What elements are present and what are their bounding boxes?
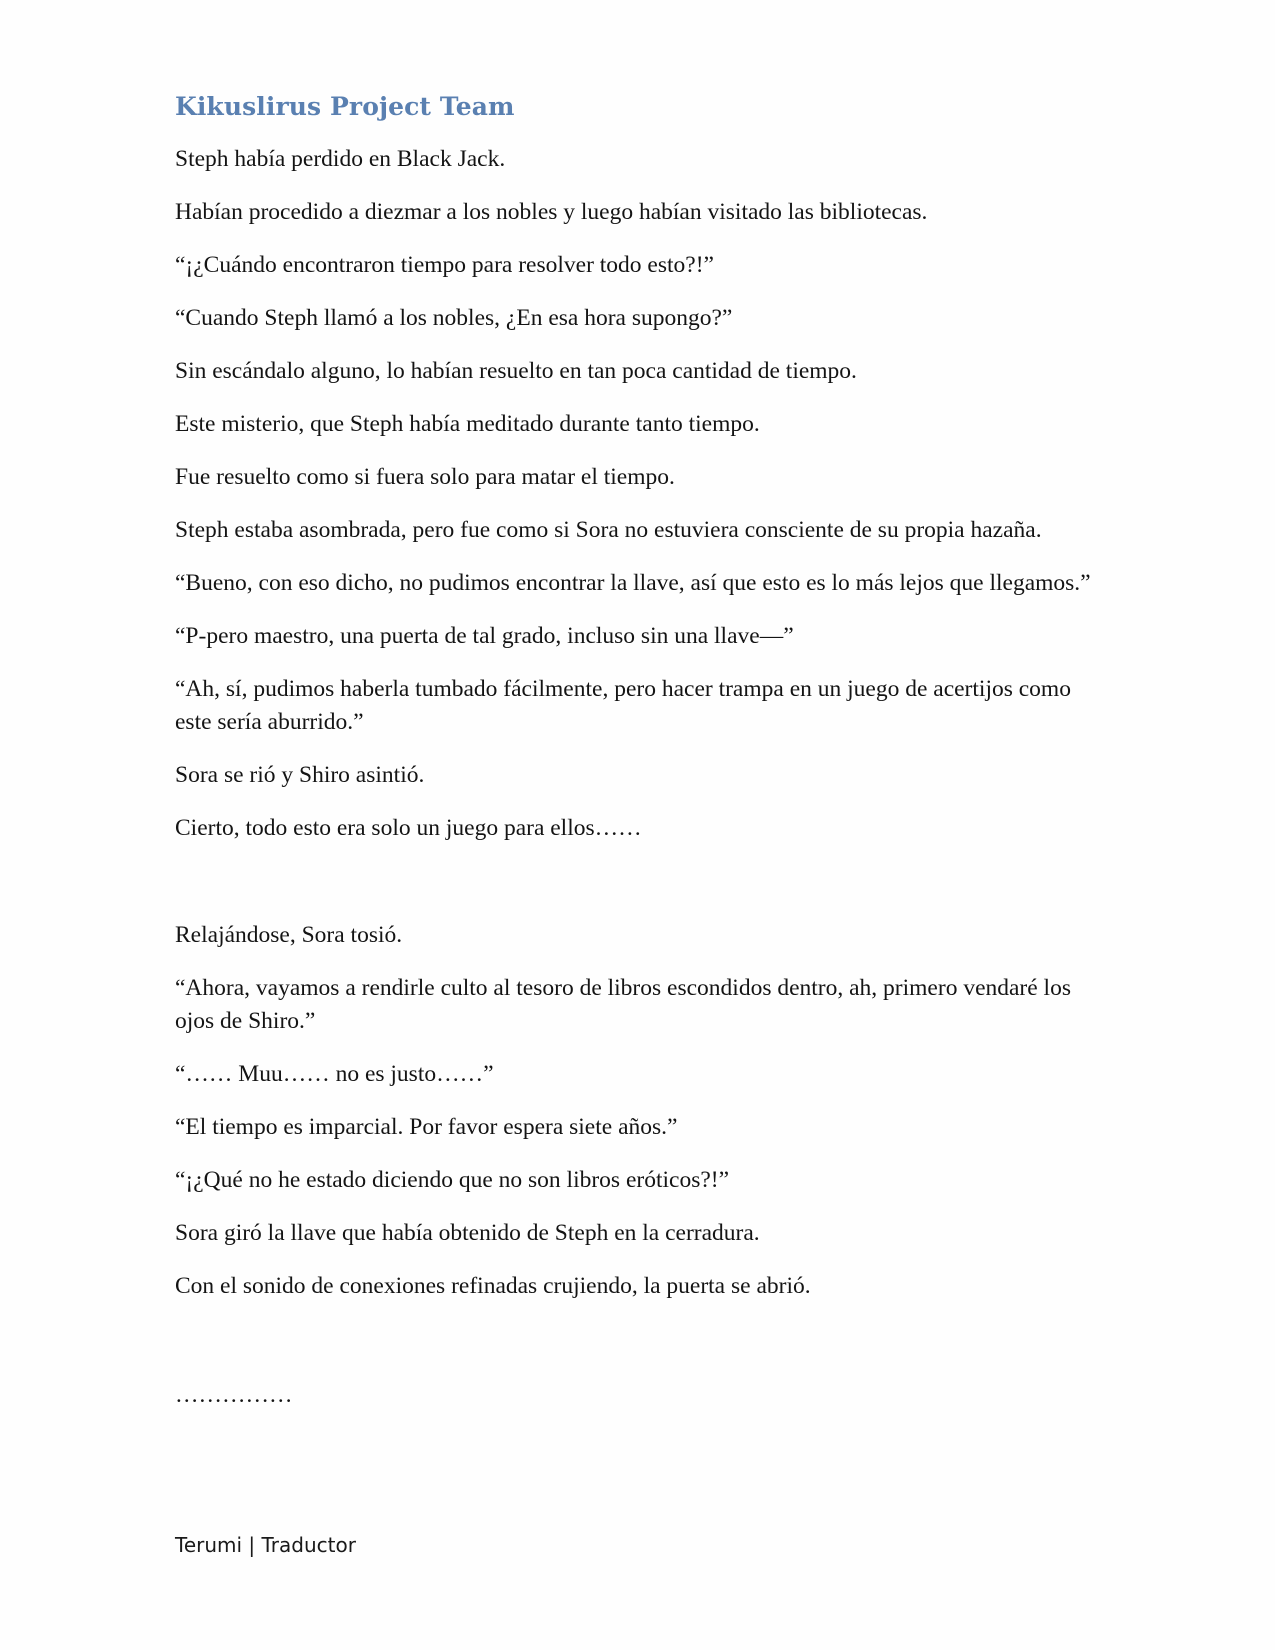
paragraph: “¡¿Qué no he estado diciendo que no son libros eróticos?!” [175,1167,730,1193]
section-gap [175,1323,1105,1379]
scene-break: …………… [175,1382,293,1408]
paragraph: “Cuando Steph llamó a los nobles, ¿En esa hora supongo?” [175,305,733,331]
paragraph: Habían procedido a diezmar a los nobles y luego habían visitado las bibliotecas. [175,199,928,225]
paragraph: “P-pero maestro, una puerta de tal grado, incluso sin una llave—” [175,623,794,649]
paragraph: Sin escándalo alguno, lo habían resuelto en tan poca cantidad de tiempo. [175,358,857,384]
paragraph: “Bueno, con eso dicho, no pudimos encontrar la llave, así que esto es lo más lejos que llegamos.” [175,570,1091,596]
paragraph: “¡¿Cuándo encontraron tiempo para resolver todo esto?!” [175,252,714,278]
body-text [175,143,1105,1432]
paragraph: Fue resuelto como si fuera solo para matar el tiempo. [175,464,675,490]
paragraph: Este misterio, que Steph había meditado durante tanto tiempo. [175,411,760,437]
paragraph: Sora giró la llave que había obtenido de Steph en la cerradura. [175,1220,760,1246]
paragraph: Steph había perdido en Black Jack. [175,146,506,172]
paragraph: “Ah, sí, pudimos haberla tumbado fácilmente, pero hacer trampa en un juego de acertijos como este sería aburrido.” [175,676,1071,735]
paragraph: Cierto, todo esto era solo un juego para ellos…… [175,815,642,841]
footer-credit: Terumi | Traductor [175,1533,356,1557]
section-gap [175,865,1105,919]
header-title: Kikuslirus Project Team [175,92,515,121]
paragraph: “…… Muu…… no es justo……” [175,1061,494,1087]
paragraph: Relajándose, Sora tosió. [175,922,403,948]
paragraph: “Ahora, vayamos a rendirle culto al tesoro de libros escondidos dentro, ah, primero vendaré los ojos de Shiro.” [175,975,1071,1034]
paragraph: Steph estaba asombrada, pero fue como si Sora no estuviera consciente de su propia hazaña. [175,517,1042,543]
paragraph: Sora se rió y Shiro asintió. [175,762,425,788]
paragraph: “El tiempo es imparcial. Por favor espera siete años.” [175,1114,678,1140]
paragraph: Con el sonido de conexiones refinadas crujiendo, la puerta se abrió. [175,1273,811,1299]
